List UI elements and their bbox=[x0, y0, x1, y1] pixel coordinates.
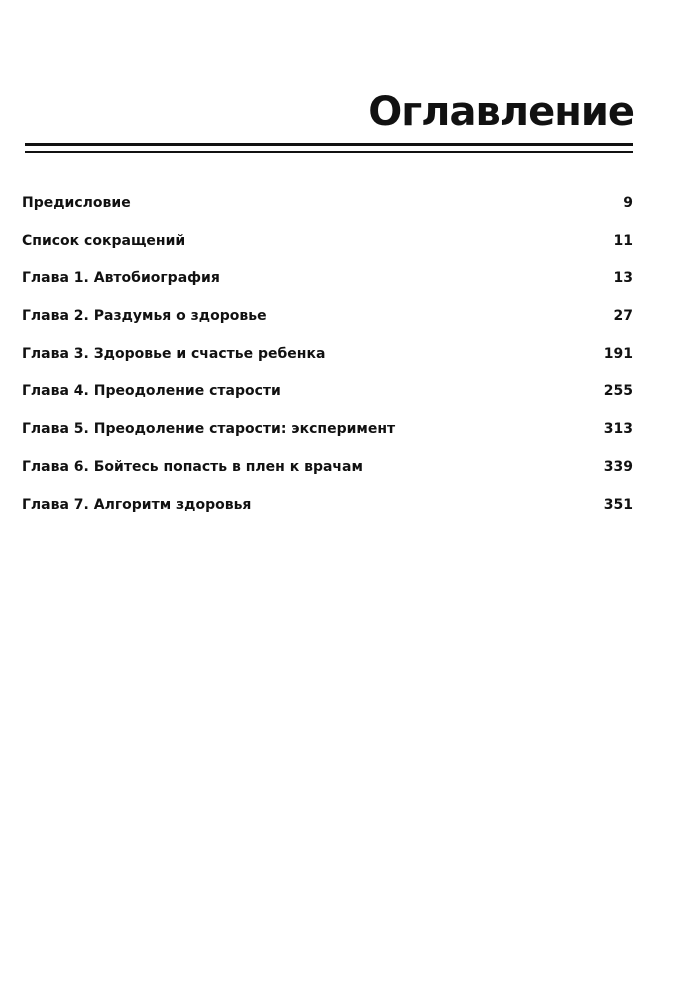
toc-entry[interactable] bbox=[22, 495, 633, 533]
toc-entry-label: Глава 1. Автобиография bbox=[22, 270, 220, 287]
toc-entry[interactable] bbox=[22, 381, 633, 419]
toc-entry-label: Предисловие bbox=[22, 195, 131, 211]
toc-entry-page: 313 bbox=[603, 421, 633, 438]
toc-entry-label: Список сокращений bbox=[22, 232, 186, 249]
toc-entry-page: 191 bbox=[603, 345, 633, 362]
toc-entry-page: 255 bbox=[603, 383, 633, 400]
toc-entry-label: Глава 6. Бойтесь попасть в плен к врачам bbox=[22, 458, 363, 475]
page-title: Оглавление bbox=[368, 89, 634, 135]
toc-entry[interactable] bbox=[22, 344, 633, 382]
toc-entry[interactable] bbox=[22, 306, 633, 344]
toc-entry-page: 27 bbox=[613, 308, 633, 325]
toc-entry-label: Глава 3. Здоровье и счастье ребенка bbox=[22, 345, 326, 362]
toc-entry-page: 339 bbox=[603, 458, 633, 475]
title-rule-thin bbox=[25, 151, 633, 153]
toc-entry[interactable] bbox=[22, 231, 633, 269]
toc-entry-page: 11 bbox=[613, 232, 633, 249]
toc-entry-label: Глава 7. Алгоритм здоровья bbox=[22, 496, 252, 513]
toc-entry-label: Глава 5. Преодоление старости: эксперимент bbox=[22, 421, 396, 438]
toc-entry-page: 9 bbox=[623, 195, 633, 211]
toc-entry[interactable] bbox=[22, 457, 633, 495]
toc-entry[interactable] bbox=[22, 193, 633, 231]
toc-entry-label: Глава 2. Раздумья о здоровье bbox=[22, 308, 267, 325]
table-of-contents bbox=[22, 193, 633, 532]
toc-entry-page: 13 bbox=[613, 270, 633, 287]
title-rule-thick bbox=[25, 143, 633, 146]
toc-entry-label: Глава 4. Преодоление старости bbox=[22, 383, 281, 400]
toc-entry-page: 351 bbox=[603, 496, 633, 513]
toc-entry[interactable] bbox=[22, 419, 633, 457]
toc-entry[interactable] bbox=[22, 268, 633, 306]
